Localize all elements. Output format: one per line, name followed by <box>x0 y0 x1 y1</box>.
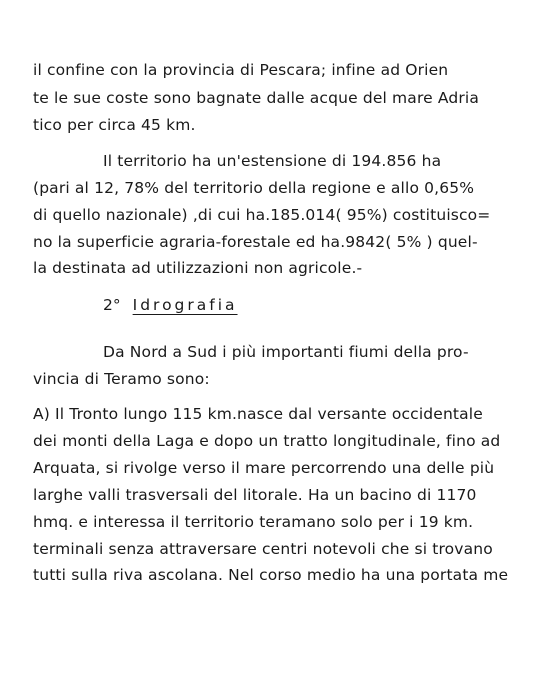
section-number: 2° <box>103 296 121 314</box>
text-line: tico per circa 45 km. <box>33 116 196 134</box>
text-line: vincia di Teramo sono: <box>33 370 210 388</box>
text-line: di quello nazionale) ,di cui ha.185.014( 95%) costituisco= <box>33 206 491 224</box>
section-title: Idrografia <box>132 296 238 314</box>
text-line: A) Il Tronto lungo 115 km.nasce dal versante occidentale <box>33 405 483 423</box>
text-line: terminali senza attraversare centri notevoli che si trovano <box>33 540 493 558</box>
text-line: Il territorio ha un'estensione di 194.856 ha <box>103 152 442 170</box>
text-line: il confine con la provincia di Pescara; infine ad Orien <box>33 61 449 79</box>
text-line: (pari al 12, 78% del territorio della regione e allo 0,65% <box>33 179 475 197</box>
text-line: no la superficie agraria-forestale ed ha.9842( 5% ) quel- <box>33 233 478 251</box>
text-line: la destinata ad utilizzazioni non agricole.- <box>33 259 363 277</box>
text-line: te le sue coste sono bagnate dalle acque del mare Adria <box>33 89 479 107</box>
text-line: Da Nord a Sud i più importanti fiumi della pro- <box>103 343 469 361</box>
text-line: dei monti della Laga e dopo un tratto longitudinale, fino ad <box>33 432 501 450</box>
text-line: tutti sulla riva ascolana. Nel corso medio ha una portata me <box>33 566 509 584</box>
text-line: Arquata, si rivolge verso il mare percorrendo una delle più <box>33 459 495 477</box>
section-heading <box>103 295 238 315</box>
text-line: hmq. e interessa il territorio teramano solo per i 19 km. <box>33 513 474 531</box>
text-line: larghe valli trasversali del litorale. Ha un bacino di 1170 <box>33 486 477 504</box>
